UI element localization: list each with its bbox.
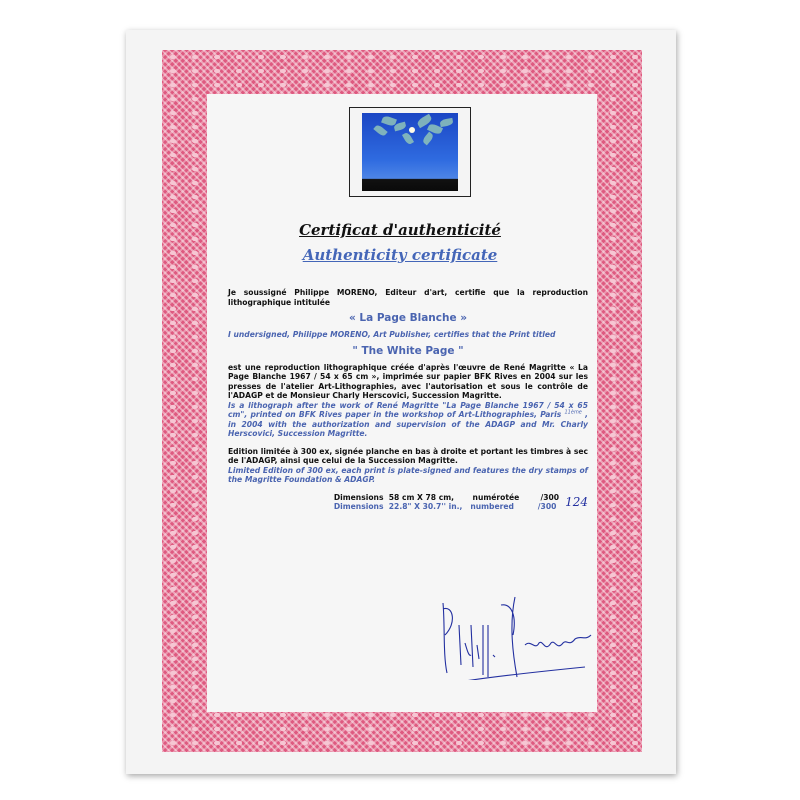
moon xyxy=(409,127,415,133)
handwritten-edition-number: 124 xyxy=(565,495,588,509)
body-english: Is a lithograph after the work of René Magritte "La Page Blanche 1967 / 54 x 65 cm", printed on BFK Rives paper in the workshop of Art-Lithographies, Paris $^{11ème}$ , in 2004 with the authorization and supervision of the ADAGP and Mr. Charly Herscovici, Succession Magritte. xyxy=(228,400,588,438)
artwork-image xyxy=(362,113,458,191)
work-title-english: " The White Page " xyxy=(352,344,464,357)
edition-french: Edition limitée à 300 ex, signée planche en bas à droite et portant les timbres à sec de l'ADAGP, ainsi que celui de la Succession Magritte. xyxy=(228,446,588,465)
intro-french: Je soussigné Philippe MORENO, Editeur d'art, certifie que la reproduction lithographique intitulée xyxy=(228,288,588,307)
title-english: Authenticity certificate xyxy=(302,246,498,264)
title-french: Certificat d'authenticité xyxy=(299,221,501,239)
certificate-body xyxy=(228,288,588,512)
work-title-french: « La Page Blanche » xyxy=(348,312,468,324)
edition-english: Limited Edition of 300 ex, each print is plate-signed and features the dry stamps of the Magritte Foundation & ADAGP. xyxy=(228,465,588,484)
signature xyxy=(435,595,605,680)
intro-english: I undersigned, Philippe MORENO, Art Publisher, certifies that the Print titled xyxy=(228,330,556,339)
dimensions-english: Dimensions 22.8" X 30.7'' in., numbered /300 xyxy=(333,502,557,511)
artwork-thumbnail xyxy=(349,107,471,197)
dimensions-block xyxy=(228,493,588,512)
dimensions-french: Dimensions 58 cm X 78 cm, numérotée /300 xyxy=(333,492,560,502)
body-french: est une reproduction lithographique créée d'après l'œuvre de René Magritte « La Page Blanche 1967 / 54 x 65 cm », imprimée sur papier BFK Rives en 2004 sur les presses de l'atelier Art-Lithographies, avec l'autorisation et sous le contrôle de l'ADAGP et de Monsieur Charly Herscovici, Succession Magritte. xyxy=(228,362,588,400)
